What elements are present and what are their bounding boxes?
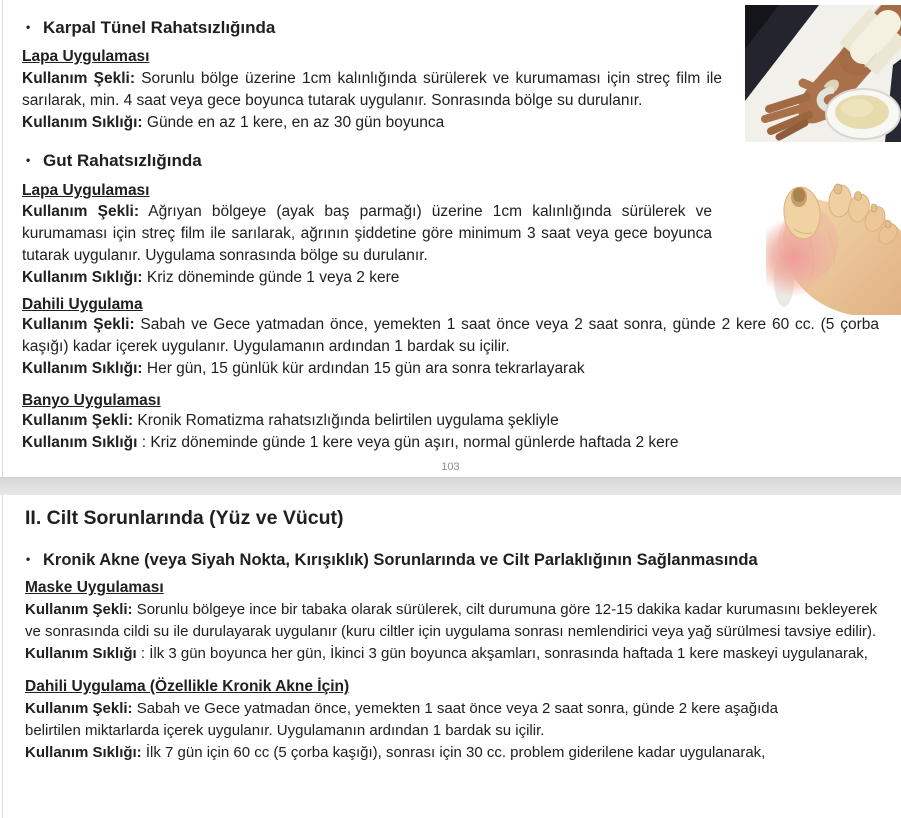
document-page-next — [0, 495, 901, 818]
subheading-dahili-uygulama: Dahili Uygulama — [22, 296, 143, 313]
gout-foot-illustration — [766, 177, 901, 315]
paragraph-kullanim-sikligi: Kullanım Sıklığı: Kriz döneminde günde 1 veya 2 kere — [22, 269, 400, 286]
paragraph-kullanim-sekli: Kullanım Şekli: Sabah ve Gece yatmadan önce, yemekten 1 saat önce veya 2 saat sonra, günde 2 kere aşağıda belirtilen miktarlarda içerek uygulanır. Uygulamanın ardından 1 bardak su içilir. — [25, 700, 778, 739]
paragraph-kullanim-sikligi: Kullanım Sıklığı: İlk 7 gün için 60 cc (5 çorba kaşığı), sonrası için 30 cc. problem giderilene kadar uygulanarak, — [25, 744, 766, 761]
paragraph-kullanim-sekli: Kullanım Şekli: Sabah ve Gece yatmadan önce, yemekten 1 saat önce veya 2 saat sonra, günde 2 kere 60 cc. (5 çorba kaşığı) kadar içerek uygulanır. Uygulamanın ardından 1 bardak su içilir. — [22, 316, 879, 355]
paragraph-kullanim-sekli: Kullanım Şekli: Kronik Romatizma rahatsızlığında belirtilen uygulama şekliyle — [22, 412, 559, 429]
section-title-gut: Gut Rahatsızlığında — [43, 151, 202, 170]
paragraph-kullanim-sikligi: Kullanım Sıklığı: Her gün, 15 günlük kür ardından 15 gün ara sonra tekrarlayarak — [22, 360, 585, 377]
page-left-edge — [2, 495, 3, 818]
page-divider-band — [0, 477, 901, 495]
page-left-edge — [2, 0, 3, 477]
subheading-maske-uygulamasi: Maske Uygulaması — [25, 579, 164, 596]
paragraph-kullanim-sikligi: Kullanım Sıklığı: Günde en az 1 kere, en az 30 gün boyunca — [22, 114, 445, 131]
subheading-dahili-uygulama-akne: Dahili Uygulama (Özellikle Kronik Akne İçin) — [25, 678, 350, 695]
paragraph-kullanim-sekli: Kullanım Şekli: Sorunlu bölge üzerine 1cm kalınlığında sürülerek ve kurumaması için streç film ile sarılarak, min. 4 saat veya gece boyunca tutarak uygulanır. Sonrasında bölge su durulanır. — [22, 70, 722, 109]
paragraph-kullanim-sikligi: Kullanım Sıklığı : İlk 3 gün boyunca her gün, İkinci 3 gün boyunca akşamları, sonrasında haftada 1 kere maskeyi uygulanarak, — [25, 645, 868, 662]
paragraph-kullanim-sekli: Kullanım Şekli: Sorunlu bölgeye ince bir tabaka olarak sürülerek, cilt durumuna göre 12-15 dakika kadar kurumasını bekleyerek ve sonrasında cildi su ile durulayarak uygulanır (kuru ciltler için uygulama sonrası nemlendirici veya yağ sürülmesi tavsiye edilir). — [25, 601, 878, 640]
subheading-banyo-uygulamasi: Banyo Uygulaması — [22, 392, 161, 409]
subheading-lapa-uygulamasi: Lapa Uygulaması — [22, 48, 150, 65]
subheading-lapa-uygulamasi: Lapa Uygulaması — [22, 182, 150, 199]
section-title-karpal: Karpal Tünel Rahatsızlığında — [43, 18, 276, 37]
paragraph-kullanim-sikligi: Kullanım Sıklığı : Kriz döneminde günde 1 kere veya gün aşırı, normal günlerde haftada 2 kere — [22, 434, 679, 451]
section-heading-gut — [0, 149, 901, 172]
section-title-kronik-akne: Kronik Akne (veya Siyah Nokta, Kırışıklık) Sorunlarında ve Cilt Parlaklığının Sağlanmasında — [43, 551, 758, 569]
wrist-poultice-photo — [745, 5, 901, 142]
chapter-heading-cilt-sorunlari: II. Cilt Sorunlarında (Yüz ve Vücut) — [25, 507, 344, 529]
paragraph-kullanim-sekli: Kullanım Şekli: Ağrıyan bölgeye (ayak baş parmağı) üzerine 1cm kalınlığında sürülerek ve kurumaması için streç film ile sarılarak, ağrının şiddetine göre minimum 3 saat veya gece boyunca tutarak uygulanır. Uygulama sonrasında bölge su durulanır. — [22, 203, 712, 264]
section-heading-kronik-akne — [0, 548, 901, 571]
bullet-icon: • — [26, 552, 31, 566]
bullet-icon: • — [26, 20, 31, 34]
page-number: 103 — [441, 461, 460, 473]
bullet-icon: • — [26, 153, 31, 167]
